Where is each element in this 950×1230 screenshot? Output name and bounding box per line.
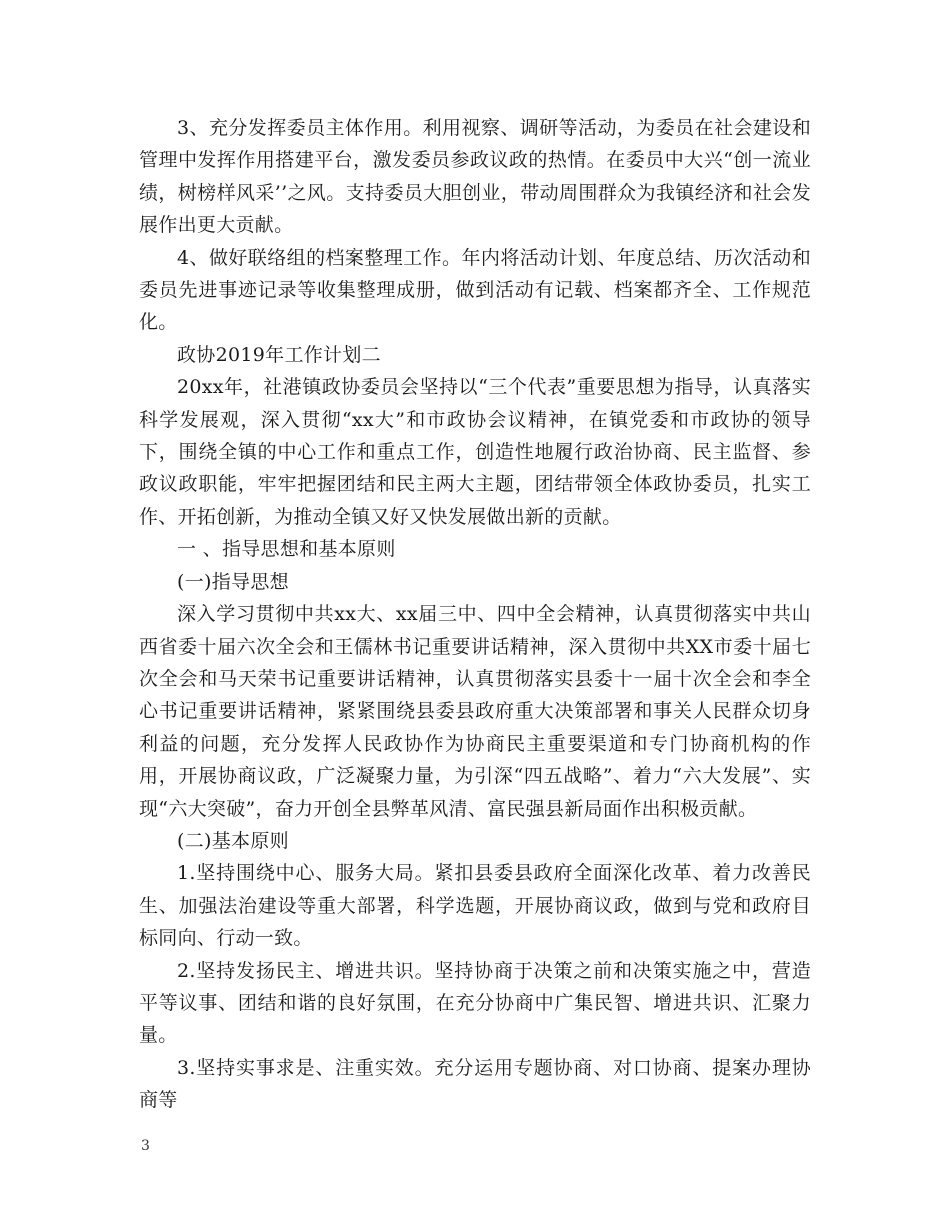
paragraph-intro: 20xx年，社港镇政协委员会坚持以“三个代表”重要思想为指导，认真落实科学发展观，深入贯彻“xx大”和市政协会议精神，在镇党委和市政协的领导下，围绕全镇的中心工作和重点工作，创造性地履行政治协商、民主监督、参政议政职能，牢牢把握团结和民主两大主题，团结带领全体政协委员，扎实工作、开拓创新，为推动全镇又好又快发展做出新的贡献。	[139, 376, 811, 528]
principle-item-2: 2.坚持发扬民主、增进共识。坚持协商于决策之前和决策实施之中，营造平等议事、团结和谐的良好氛围，在充分协商中广集民智、增进共识、汇聚力量。	[139, 959, 811, 1047]
heading-guiding-thought-principles: 一 、指导思想和基本原则	[177, 538, 396, 561]
page-number: 3	[141, 1138, 150, 1154]
paragraph-guiding-thought: 深入学习贯彻中共xx大、xx届三中、四中全会精神，认真贯彻落实中共山西省委十届六次全会和王儒林书记重要讲话精神，深入贯彻中共XX市委十届七次全会和马天荣书记重要讲话精神，认真贯彻落实县委十一届十次全会和李全心书记重要讲话精神，紧紧围绕县委县政府重大决策部署和事关人民群众切身利益的问题，充分发挥人民政协作为协商民主重要渠道和专门协商机构的作用，开展协商议政，广泛凝聚力量，为引深“四五战略”、着力“六大发展”、实现“六大突破”，奋力开创全县弊革风清、富民强县新局面作出积极贡献。	[139, 603, 811, 820]
principle-item-3: 3.坚持实事求是、注重实效。充分运用专题协商、对口协商、提案办理协商等	[139, 1056, 811, 1112]
document-body	[139, 112, 811, 1117]
paragraph-item-3: 3、充分发挥委员主体作用。利用视察、调研等活动，为委员在社会建设和管理中发挥作用搭建平台，激发委员参政议政的热情。在委员中大兴“创一流业绩，树榜样风采’’之风。支持委员大胆创业，带动周围群众为我镇经济和社会发展作出更大贡献。	[139, 117, 811, 237]
subheading-guiding-thought: (一)指导思想	[177, 570, 289, 593]
paragraph-item-4: 4、做好联络组的档案整理工作。年内将活动计划、年度总结、历次活动和委员先进事迹记录等收集整理成册，做到活动有记载、档案都齐全、工作规范化。	[139, 246, 811, 334]
section-heading-plan-two: 政协2019年工作计划二	[177, 343, 381, 366]
subheading-basic-principles: (二)基本原则	[177, 829, 289, 852]
principle-item-1: 1.坚持围绕中心、服务大局。紧扣县委县政府全面深化改革、着力改善民生、加强法治建设等重大部署，科学选题，开展协商议政，做到与党和政府目标同向、行动一致。	[139, 862, 811, 950]
